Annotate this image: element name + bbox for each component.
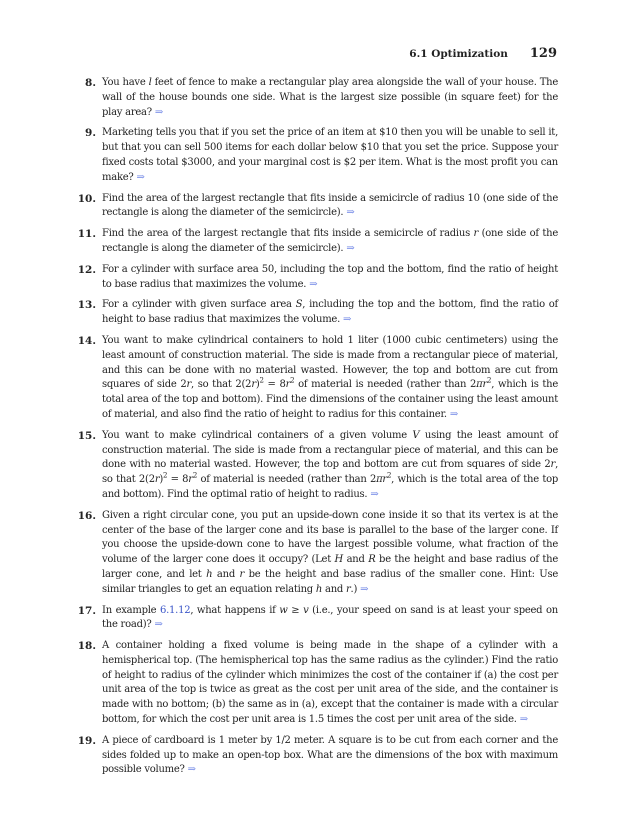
exercise-item bbox=[76, 334, 558, 423]
math-variable: r bbox=[473, 228, 479, 240]
text-run: For a cylinder with surface area 50, including the top and the bottom, find the ratio of height to base radius that maximizes the volume. bbox=[102, 263, 558, 290]
text-run: You have bbox=[102, 77, 149, 88]
answer-arrow-icon[interactable]: ⇒ bbox=[449, 408, 458, 420]
text-run: , including the top and the bottom, find the ratio of height to base radius that maximizes the volume. bbox=[102, 299, 559, 326]
text-run: using the least amount of construction material. The side is made from a rectangular piece of material, and this can be done with no material wasted. However, the top and bottom are cut from squares of side 2 bbox=[102, 429, 558, 471]
exercise-text bbox=[102, 639, 558, 728]
exercise-list bbox=[76, 76, 558, 784]
exercise-item bbox=[76, 227, 558, 257]
math-variable: R bbox=[368, 554, 376, 566]
math-variable: h bbox=[206, 568, 213, 580]
exercise-number: 16. bbox=[77, 509, 96, 522]
answer-arrow-icon[interactable]: ⇒ bbox=[309, 278, 318, 290]
text-run: You want to make cylindrical containers to hold 1 liter (1000 cubic centimeters) using the least amount of construction material. The side is made from a rectangular piece of material, and this can be done with no material wasted. However, the top and bottom are cut from squares of side 2 bbox=[102, 334, 558, 391]
answer-arrow-icon[interactable]: ⇒ bbox=[346, 242, 355, 254]
exercise-number: 10. bbox=[77, 192, 96, 205]
exercise-text bbox=[102, 76, 558, 120]
math-variable: πr bbox=[476, 379, 487, 391]
superscript: 2 bbox=[163, 471, 168, 480]
exercise-item bbox=[76, 76, 558, 120]
answer-arrow-icon[interactable]: ⇒ bbox=[343, 314, 352, 326]
text-run: , so that 2(2 bbox=[102, 459, 558, 486]
exercise-text bbox=[102, 192, 558, 222]
math-variable: r bbox=[345, 583, 351, 595]
exercise-number: 17. bbox=[77, 604, 96, 617]
exercise-text bbox=[102, 298, 558, 328]
text-run: and bbox=[322, 583, 346, 595]
text-run: (one side of the rectangle is along the diameter of the semicircle). bbox=[102, 228, 558, 254]
exercise-number: 8. bbox=[85, 77, 96, 89]
math-variable: r bbox=[188, 474, 193, 486]
superscript: 2 bbox=[259, 377, 264, 386]
answer-arrow-icon[interactable]: ⇒ bbox=[346, 207, 355, 219]
text-run: , which is the total area of the top and bottom). Find the dimensions of the container using the least amount of material, and also find the ratio of height to radius for this container. bbox=[102, 379, 559, 420]
exercise-item bbox=[76, 429, 558, 503]
math-variable: H bbox=[334, 554, 344, 566]
text-run: of material is needed (rather than 2 bbox=[197, 474, 377, 486]
math-variable: r bbox=[239, 568, 245, 580]
math-variable: r bbox=[186, 379, 191, 391]
math-variable: r bbox=[285, 379, 291, 391]
exercise-item bbox=[76, 639, 558, 728]
superscript: 2 bbox=[486, 377, 492, 386]
exercise-number: 9. bbox=[85, 127, 96, 140]
math-variable: l bbox=[148, 77, 152, 88]
exercise-text bbox=[102, 734, 558, 778]
text-run: ) bbox=[255, 379, 260, 391]
text-run: and bbox=[343, 554, 369, 566]
exercise-number: 11. bbox=[77, 228, 96, 241]
math-variable: S bbox=[295, 299, 303, 311]
text-run: feet of fence to make a rectangular play area alongside the wall of your house. The wall of the house bounds one side. What is the largest size possible (in square feet) for the play area? bbox=[102, 77, 558, 118]
text-run: Marketing tells you that if you set the price of an item at $10 then you will be unable to sell it, but that you can sell 500 items for each dollar below $10 that you set the price. Suppose your fixed costs total $3000, and your marginal cost is $2 per item. What is the most profit you can make? bbox=[102, 127, 558, 183]
exercise-text bbox=[102, 604, 558, 634]
exercise-number: 15. bbox=[77, 429, 96, 442]
text-run: Find the area of the largest rectangle that fits inside a semicircle of radius 10 (one side of the rectangle is along the diameter of the semicircle). bbox=[102, 192, 558, 219]
text-run: of material is needed (rather than 2 bbox=[294, 379, 477, 391]
text-run: be the height and base radius of the smaller cone. Hint: Use similar triangles to get an equation relating bbox=[102, 568, 558, 595]
text-run: and bbox=[212, 568, 240, 580]
exercise-text bbox=[102, 509, 558, 598]
answer-arrow-icon[interactable]: ⇒ bbox=[154, 106, 164, 118]
exercise-item bbox=[76, 126, 558, 185]
text-run: In example bbox=[102, 604, 161, 616]
text-run: ≥ bbox=[287, 604, 304, 616]
text-run: A container holding a fixed volume is being made in the shape of a cylinder with a hemispherical top. (The hemispherical top has the same radius as the cylinder.) Find the ratio of height to radius of the cylinder which minimizes the cost of the container if (a) the cost per unit area of the top is twice as great as the cost per unit area of the side, and the container is made with no bottom; (b) the same as in (a), except that the container is made with a circular bottom, for which the cost per unit area is 1.5 times the cost per unit area of the side. bbox=[102, 640, 558, 726]
text-run: .) bbox=[350, 583, 358, 595]
section-title: 6.1 Optimization bbox=[409, 48, 508, 60]
math-variable: πr bbox=[376, 474, 387, 486]
exercise-item bbox=[76, 192, 558, 222]
math-variable: h bbox=[315, 583, 323, 595]
math-variable: r bbox=[251, 379, 256, 391]
running-header bbox=[409, 46, 557, 61]
text-run: Find the area of the largest rectangle that fits inside a semicircle of radius bbox=[102, 228, 474, 240]
superscript: 2 bbox=[290, 377, 295, 386]
answer-arrow-icon[interactable]: ⇒ bbox=[154, 619, 163, 631]
superscript: 2 bbox=[386, 471, 392, 480]
exercise-text bbox=[102, 126, 558, 185]
exercise-item bbox=[76, 734, 558, 778]
exercise-item bbox=[76, 509, 558, 598]
exercise-item bbox=[76, 298, 558, 328]
superscript: 2 bbox=[192, 471, 198, 480]
exercise-number: 14. bbox=[77, 334, 96, 347]
math-variable: r bbox=[154, 474, 160, 486]
exercise-item bbox=[76, 604, 558, 634]
text-run: = 8 bbox=[167, 474, 189, 486]
text-run: , what happens if bbox=[190, 604, 280, 616]
answer-arrow-icon[interactable]: ⇒ bbox=[370, 488, 379, 500]
text-run: Given a right circular cone, you put an upside-down cone inside it so that its vertex is at the center of the base of the larger cone and its base is parallel to the base of the larger cone. If you choose the upside-down cone to have the largest possible volume, what fraction of the volume of the larger cone does it occupy? (Let bbox=[102, 509, 558, 566]
math-variable: r bbox=[550, 459, 556, 471]
exercise-text bbox=[102, 429, 558, 503]
page-number: 129 bbox=[529, 46, 557, 61]
text-run: , which is the total area of the top and bottom). Find the optimal ratio of height to radius. bbox=[102, 474, 559, 500]
math-variable: w bbox=[279, 604, 288, 616]
exercise-number: 12. bbox=[77, 263, 96, 276]
exercise-text bbox=[102, 263, 558, 293]
answer-arrow-icon[interactable]: ⇒ bbox=[187, 764, 196, 776]
exercise-number: 18. bbox=[77, 640, 96, 653]
math-variable: v bbox=[303, 604, 309, 616]
text-run: = 8 bbox=[263, 379, 286, 391]
answer-arrow-icon[interactable]: ⇒ bbox=[519, 714, 528, 726]
exercise-text bbox=[102, 227, 558, 257]
text-run: , so that 2(2 bbox=[190, 379, 252, 391]
text-run: ) bbox=[159, 474, 163, 486]
math-variable: V bbox=[412, 429, 420, 441]
text-run: (i.e., your speed on sand is at least your speed on the road)? bbox=[102, 604, 558, 631]
example-link[interactable]: 6.1.12 bbox=[160, 604, 191, 616]
answer-arrow-icon[interactable]: ⇒ bbox=[360, 583, 369, 595]
text-run: A piece of cardboard is 1 meter by 1/2 meter. A square is to be cut from each corner and the sides folded up to make an open-top box. What are the dimensions of the box with maximum possible volume? bbox=[102, 734, 558, 776]
exercise-item bbox=[76, 263, 558, 293]
exercise-text bbox=[102, 334, 558, 423]
answer-arrow-icon[interactable]: ⇒ bbox=[136, 171, 145, 183]
text-run: be the height and base radius of the larger cone, and let bbox=[102, 554, 558, 580]
text-run: You want to make cylindrical containers of a given volume bbox=[102, 429, 413, 441]
exercise-number: 13. bbox=[77, 299, 96, 312]
text-run: For a cylinder with given surface area bbox=[102, 299, 296, 311]
exercise-number: 19. bbox=[77, 734, 96, 747]
